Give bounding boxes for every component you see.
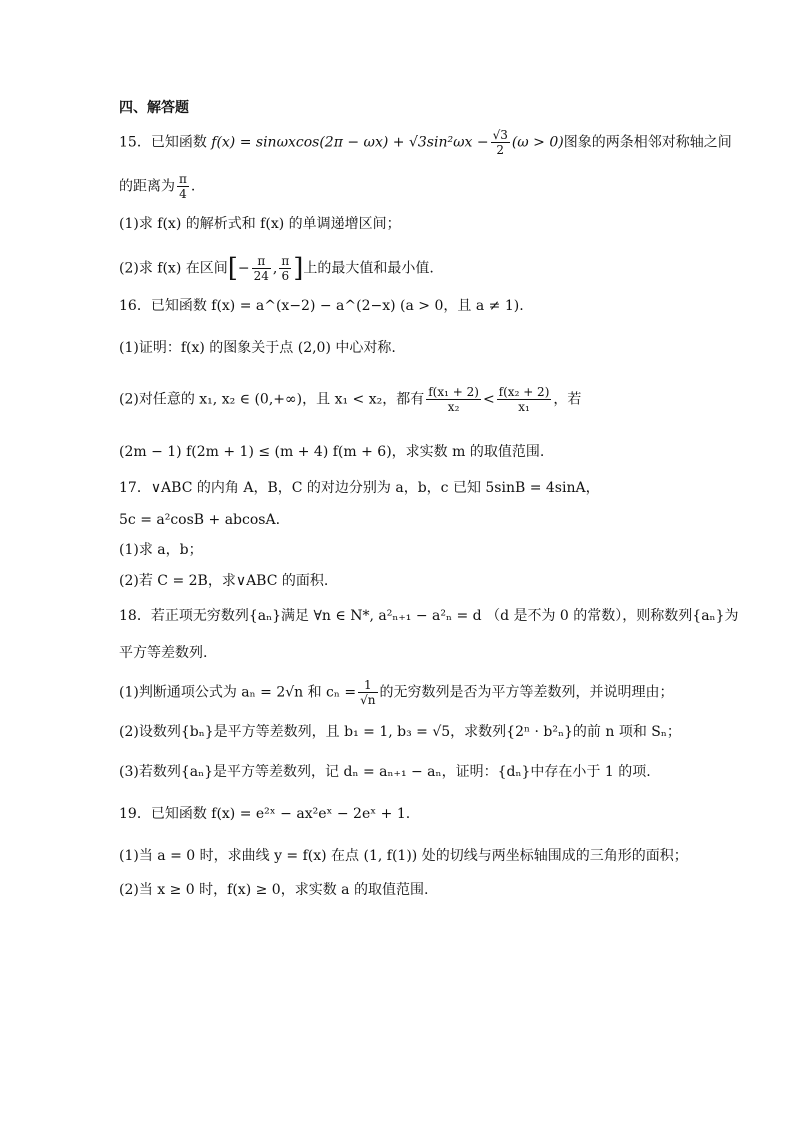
q15-condition: (ω > 0): [511, 134, 564, 151]
q15-prefix: 15．已知函数: [119, 134, 212, 151]
q17-part1: (1)求 a，b；: [119, 542, 203, 558]
q15-pi-over-4: $\frac{\pi}{4}$: [179, 172, 187, 201]
q16-line1: 16．已知函数 f(x) = a^(x−2) − a^(2−x) (a > 0，且 a ≠ 1).: [119, 298, 524, 314]
q15-part2: (2)求 f(x) 在区间[− $\frac{\pi}{24}$ , $\frac{\pi}{6}$ ]上的最大值和最小值.: [119, 253, 434, 284]
q18-part3: (3)若数列{aₙ}是平方等差数列，记 dₙ = aₙ₊₁ − aₙ，证明：{dₙ}中存在小于 1 的项.: [119, 764, 651, 780]
q16-part2: (2)对任意的 x₁, x₂ ∈ (0,+∞)，且 x₁ < x₂，都有 $\frac{\text{f(x₁ + 2)}}{\text{x₂}}$ < $\frac{\text{f(x₂ + 2)}}{\text{x₁}}$ ，若: [119, 385, 582, 414]
q19-part1: (1)当 a = 0 时，求曲线 y = f(x) 在点 (1, f(1)) 处的切线与两坐标轴围成的三角形的面积；: [119, 848, 688, 864]
q15-line1: [119, 128, 734, 157]
q18-part2: (2)设数列{bₙ}是平方等差数列，且 b₁ = 1, b₃ = √5，求数列{2ⁿ · b²ₙ}的前 n 项和 Sₙ；: [119, 724, 681, 740]
q17-part2: (2)若 C = 2B，求∨ABC 的面积.: [119, 573, 329, 589]
q15-formula: f(x) = sinωxcos(2π − ωx) + √3sin²ωx −: [211, 134, 489, 151]
q19-part2: (2)当 x ≥ 0 时，f(x) ≥ 0，求实数 a 的取值范围.: [119, 882, 429, 898]
q19-line1: 19．已知函数 f(x) = e²ˣ − ax²eˣ − 2eˣ + 1.: [119, 806, 411, 822]
q18-part1: (1)判断通项公式为 aₙ = 2√n 和 cₙ = $\frac{1}{√n}$ 的无穷数列是否为平方等差数列，并说明理由；: [119, 678, 674, 707]
q17-line1: 17．∨ABC 的内角 A，B，C 的对边分别为 a，b，c 已知 5sinB = 4sinA，: [119, 480, 600, 496]
q15-fraction: $\frac{√3}{2}$: [492, 128, 508, 157]
q15-suffix: 图象的两条相邻对称轴之间: [563, 134, 732, 151]
q17-line2: 5c = a²cosB + abcosA.: [119, 512, 281, 528]
q18-line1: 18．若正项无穷数列{aₙ}满足 ∀n ∈ N*, a²ₙ₊₁ − a²ₙ = d （d 是不为 0 的常数），则称数列{aₙ}为: [119, 608, 739, 624]
section-title: 四、解答题: [119, 100, 189, 116]
q18-line2: 平方等差数列.: [119, 645, 208, 661]
q15-line2: 的距离为 $\frac{\pi}{4}$ .: [119, 172, 196, 201]
q16-part1: (1)证明：f(x) 的图象关于点 (2,0) 中心对称.: [119, 340, 396, 356]
q15-part1: (1)求 f(x) 的解析式和 f(x) 的单调递增区间；: [119, 216, 401, 232]
q16-part2-line2: (2m − 1) f(2m + 1) ≤ (m + 4) f(m + 6)，求实数 m 的取值范围.: [119, 444, 545, 460]
